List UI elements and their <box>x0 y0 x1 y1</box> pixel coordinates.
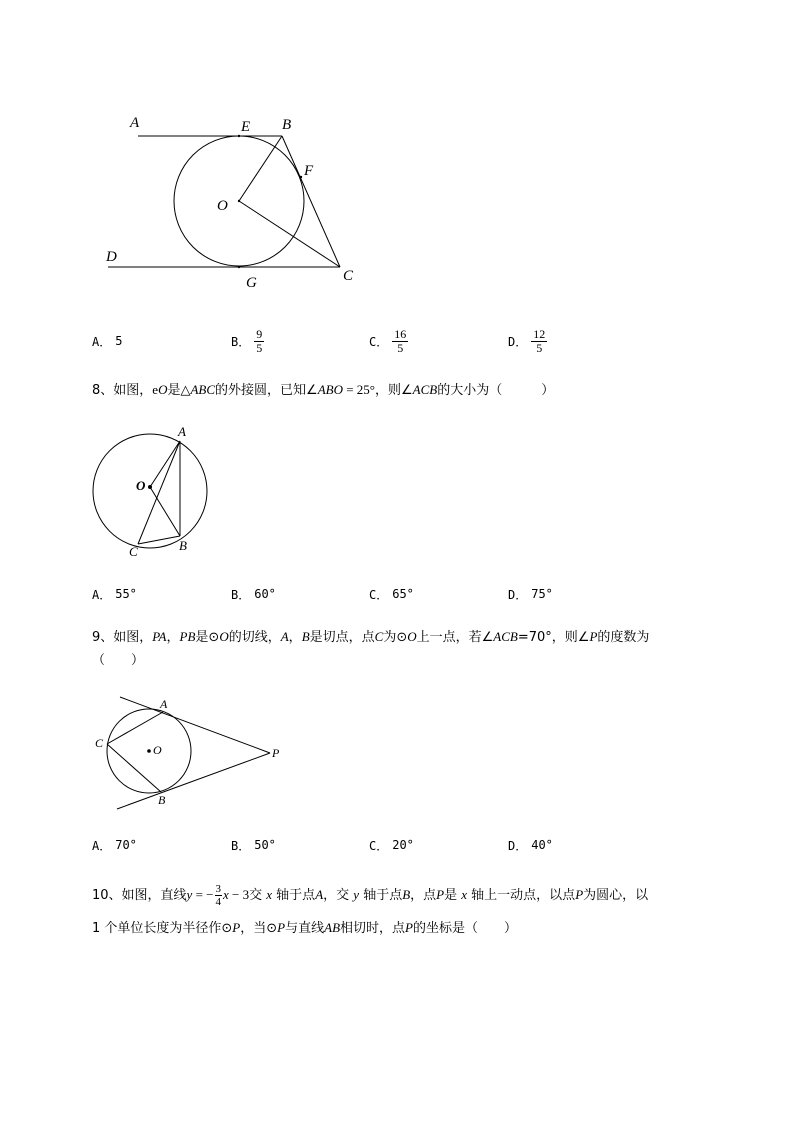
var-C: C <box>374 629 384 644</box>
question-9 <box>92 626 742 649</box>
q9-text: 是⊙ <box>195 630 220 645</box>
var-ABC: ABC <box>190 382 216 397</box>
q10-text: 为圆心，以 <box>583 888 649 903</box>
q10-text: ，点 <box>410 888 437 903</box>
q9-text: 为⊙ <box>383 630 408 645</box>
label-F: F <box>304 163 314 179</box>
label-P: P <box>272 746 280 760</box>
q10-text: 轴于点 <box>272 888 316 903</box>
choice-label: D． <box>508 334 528 349</box>
q7-choice-a[interactable] <box>92 330 122 352</box>
question-10-line-2 <box>92 917 742 940</box>
var-y: y <box>186 887 193 902</box>
label-C: C <box>95 736 104 750</box>
label-B: B <box>158 793 166 807</box>
choice-label: B． <box>231 587 251 602</box>
segment-CA <box>107 712 163 744</box>
q10-eq: = − <box>192 887 214 902</box>
question-10 <box>92 880 742 910</box>
var-A: A <box>315 887 324 902</box>
choice-value: 75° <box>531 587 553 601</box>
q9-text: 的切线， <box>228 630 281 645</box>
question-8 <box>92 379 742 402</box>
numerator: 9 <box>256 326 263 341</box>
q9-text: ， <box>288 630 302 645</box>
fraction <box>392 328 408 355</box>
answer-blank: （ ） <box>92 653 145 668</box>
q10-text: ，当⊙ <box>240 921 278 936</box>
point-E <box>238 135 240 137</box>
choice-value: 5 <box>115 334 123 348</box>
q9-choice-c[interactable] <box>369 834 414 856</box>
var-P: P <box>405 920 413 935</box>
point-O <box>147 749 151 753</box>
var-P: P <box>575 887 584 902</box>
numerator: 12 <box>533 326 546 341</box>
q10-text: 是 <box>444 888 462 903</box>
choice-value: 20° <box>392 838 414 852</box>
label-A: A <box>160 697 168 711</box>
fraction <box>531 328 547 355</box>
q8-choices <box>92 583 792 605</box>
var-x: x <box>461 887 468 902</box>
var-B: B <box>301 629 310 644</box>
q10-text: 与直线 <box>285 921 325 936</box>
point-F <box>300 176 302 178</box>
q7-choice-c[interactable] <box>369 326 408 355</box>
choice-label: A． <box>92 587 112 602</box>
var-PB: PB <box>179 629 196 644</box>
segment-BC <box>282 136 340 267</box>
var-O: O <box>407 629 417 644</box>
denominator: 5 <box>397 340 404 355</box>
q9-choice-b[interactable] <box>231 834 276 856</box>
var-B: B <box>402 887 411 902</box>
q8-text: 的大小为（ ） <box>437 383 555 398</box>
q8-text: 的外接圆，已知∠ <box>215 383 318 398</box>
label-G: G <box>246 275 257 291</box>
fraction <box>254 328 264 355</box>
var-A: A <box>280 629 289 644</box>
label-E: E <box>241 119 251 135</box>
circle-O <box>93 434 207 548</box>
q9-text: =70°，则∠ <box>517 630 590 645</box>
choice-label: B． <box>231 838 251 853</box>
label-B: B <box>282 117 292 133</box>
q8-number: 8、 <box>92 383 114 398</box>
var-P: P <box>589 629 598 644</box>
label-C: C <box>343 268 354 284</box>
var-P: P <box>436 887 445 902</box>
choice-value: 70° <box>115 838 137 852</box>
var-O: O <box>158 382 168 397</box>
denominator: 5 <box>256 340 263 355</box>
q9-choices <box>92 834 792 856</box>
choice-label: A． <box>92 334 112 349</box>
q9-choice-d[interactable] <box>508 834 553 856</box>
var-ACB: ACB <box>412 382 438 397</box>
var-AB: AB <box>324 920 341 935</box>
var-x: x <box>266 887 273 902</box>
label-O: O <box>217 198 228 214</box>
q8-choice-b[interactable] <box>231 583 276 605</box>
q8-choice-c[interactable] <box>369 583 414 605</box>
var-y: y <box>353 887 360 902</box>
fraction <box>215 883 223 908</box>
q8-choice-a[interactable] <box>92 583 137 605</box>
label-A: A <box>178 424 186 439</box>
choice-value: 65° <box>392 587 414 601</box>
choice-label: D． <box>508 838 528 853</box>
var-x: x <box>223 887 229 902</box>
choice-label: D． <box>508 587 528 602</box>
var-ACB: ACB <box>493 629 518 644</box>
q10-text: 轴于点 <box>359 888 403 903</box>
q9-text: 是切点，点 <box>309 630 375 645</box>
segment-OB <box>150 487 180 536</box>
q10-text: 的坐标是（ ） <box>412 921 517 936</box>
q10-text: 轴上一动点，以点 <box>467 888 576 903</box>
figure-q7 <box>0 100 794 400</box>
choice-label: B． <box>231 334 251 349</box>
label-O: O <box>153 743 162 757</box>
q8-text: ，则∠ <box>375 383 413 398</box>
choice-value: 40° <box>531 838 553 852</box>
q9-text: ， <box>166 630 180 645</box>
var-P: P <box>232 920 241 935</box>
q10-text: 10、如图，直线 <box>92 888 187 903</box>
q10-text: ，交 <box>323 888 354 903</box>
label-O: O <box>136 478 146 493</box>
question-9-line-2 <box>92 650 742 672</box>
tangent-PB <box>117 753 270 809</box>
segment-OA <box>150 441 180 487</box>
label-A: A <box>130 115 140 131</box>
choice-value: 55° <box>115 587 137 601</box>
label-B: B <box>179 538 187 553</box>
q8-text: 如图， <box>113 383 153 398</box>
choice-label: C． <box>369 838 389 853</box>
choice-label: C． <box>369 334 389 349</box>
denominator: 4 <box>215 896 221 908</box>
point-G <box>238 266 240 268</box>
q7-choice-b[interactable] <box>231 326 264 355</box>
figure-q9 <box>90 690 310 820</box>
numerator: 16 <box>394 326 407 341</box>
numerator: 3 <box>215 883 221 895</box>
var-O: O <box>219 629 229 644</box>
tangent-PA <box>120 697 270 753</box>
q10-text: 交 <box>249 888 267 903</box>
point-O <box>148 485 152 489</box>
var-PA: PA <box>152 629 167 644</box>
segment-OB <box>239 136 282 201</box>
q9-text: 上一点，若∠ <box>416 630 494 645</box>
q7-choices <box>92 326 792 355</box>
point-O <box>238 200 240 202</box>
denominator: 5 <box>536 340 543 355</box>
label-D: D <box>106 249 117 265</box>
var-ABO: ABO <box>317 382 343 397</box>
q10-eq: − 3 <box>228 887 250 902</box>
q9-choice-a[interactable] <box>92 834 137 856</box>
choice-label: A． <box>92 838 112 853</box>
label-C: C <box>129 544 138 559</box>
q8-text: 是△ <box>167 383 191 398</box>
q10-text: 1 个单位长度为半径作⊙ <box>92 921 233 936</box>
var-P: P <box>277 920 286 935</box>
circle-symbol: e <box>152 382 159 397</box>
q8-equation: = 25° <box>342 382 375 397</box>
choice-value: 60° <box>254 587 276 601</box>
figure-q8 <box>80 420 340 560</box>
q10-text: 相切时，点 <box>340 921 406 936</box>
q9-text: 的度数为 <box>597 630 650 645</box>
choice-value: 50° <box>254 838 276 852</box>
q7-choice-d[interactable] <box>508 326 547 355</box>
q8-choice-d[interactable] <box>508 583 553 605</box>
q9-text: 9、如图， <box>92 630 153 645</box>
choice-label: C． <box>369 587 389 602</box>
